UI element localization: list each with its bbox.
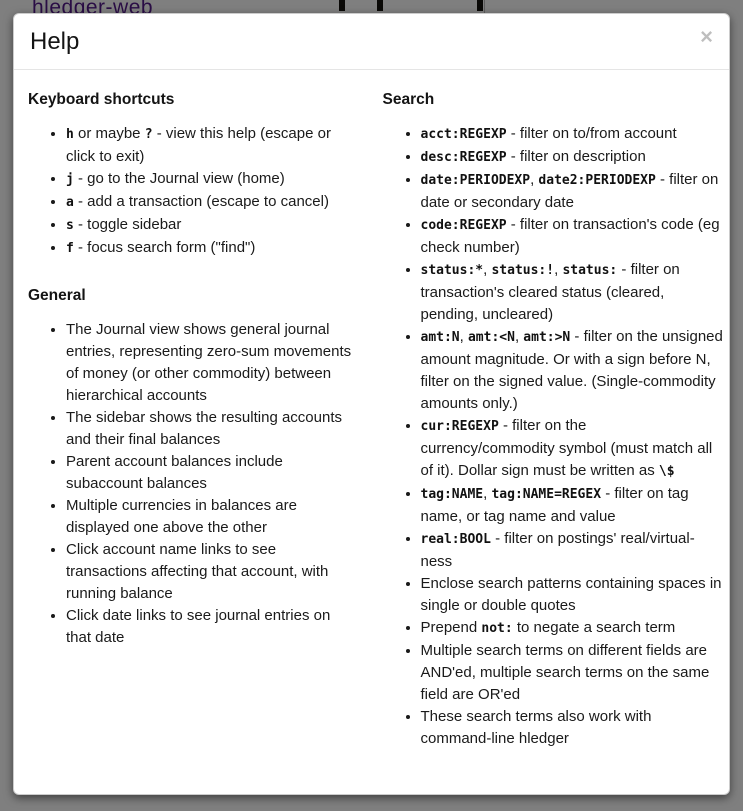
section-general: [28, 286, 359, 649]
help-list-item: • desc:REGEXP - filter on description: [421, 146, 724, 169]
section-search: [383, 90, 724, 750]
help-list-item: • a - add a transaction (escape to cancel): [66, 191, 359, 214]
help-list-item: • Parent account balances include subaccount balances: [66, 451, 359, 495]
section-heading: General: [28, 287, 86, 304]
modal-header: [14, 14, 729, 70]
help-list-item: • status:*, status:!, status: - filter on transaction's cleared status (cleared, pending, uncleared): [421, 259, 724, 326]
help-list-item: • acct:REGEXP - filter on to/from account: [421, 123, 724, 146]
section-heading: Keyboard shortcuts: [28, 91, 175, 108]
help-modal: [13, 13, 730, 795]
help-list-item: • f - focus search form ("find"): [66, 237, 359, 260]
help-column-right: [373, 84, 726, 760]
keyboard-shortcuts-list: [28, 123, 359, 260]
help-list-item: • Multiple currencies in balances are displayed one above the other: [66, 495, 359, 539]
help-list-item: • Enclose search patterns containing spaces in single or double quotes: [421, 573, 724, 617]
general-list: [28, 319, 359, 649]
help-list-item: • Prepend not: to negate a search term: [421, 617, 724, 640]
modal-title: Help: [30, 28, 80, 55]
help-list-item: • These search terms also work with command-line hledger: [421, 706, 724, 750]
help-list-item: • Multiple search terms on different fields are AND'ed, multiple search terms on the same field are OR'ed: [421, 640, 724, 706]
help-list-item: • j - go to the Journal view (home): [66, 168, 359, 191]
help-list-item: • The Journal view shows general journal entries, representing zero-sum movements of money (or other commodity) between hierarchical accounts: [66, 319, 359, 407]
help-list-item: • tag:NAME, tag:NAME=REGEX - filter on tag name, or tag name and value: [421, 483, 724, 528]
help-list-item: • Click account name links to see transactions affecting that account, with running balance: [66, 539, 359, 605]
help-list-item: • cur:REGEXP - filter on the currency/commodity symbol (must match all of it). Dollar sign must be written as \$: [421, 415, 724, 483]
section-keyboard-shortcuts: [28, 90, 359, 260]
help-list-item: • s - toggle sidebar: [66, 214, 359, 237]
search-list: [383, 123, 724, 750]
close-icon[interactable]: ×: [696, 24, 717, 50]
help-list-item: • code:REGEXP - filter on transaction's code (eg check number): [421, 214, 724, 259]
help-list-item: • real:BOOL - filter on postings' real/virtual-ness: [421, 528, 724, 573]
help-list-item: • The sidebar shows the resulting accounts and their final balances: [66, 407, 359, 451]
help-list-item: • date:PERIODEXP, date2:PERIODEXP - filter on date or secondary date: [421, 169, 724, 214]
help-list-item: • h or maybe ? - view this help (escape or click to exit): [66, 123, 359, 168]
modal-body: [14, 70, 729, 780]
section-heading: Search: [382, 91, 435, 108]
help-column-left: [20, 84, 373, 760]
help-list-item: • amt:N, amt:<N, amt:>N - filter on the unsigned amount magnitude. Or with a sign before N, filter on the signed value. (Single-commodity amounts only.): [421, 326, 724, 415]
help-list-item: • Click date links to see journal entries on that date: [66, 605, 359, 649]
